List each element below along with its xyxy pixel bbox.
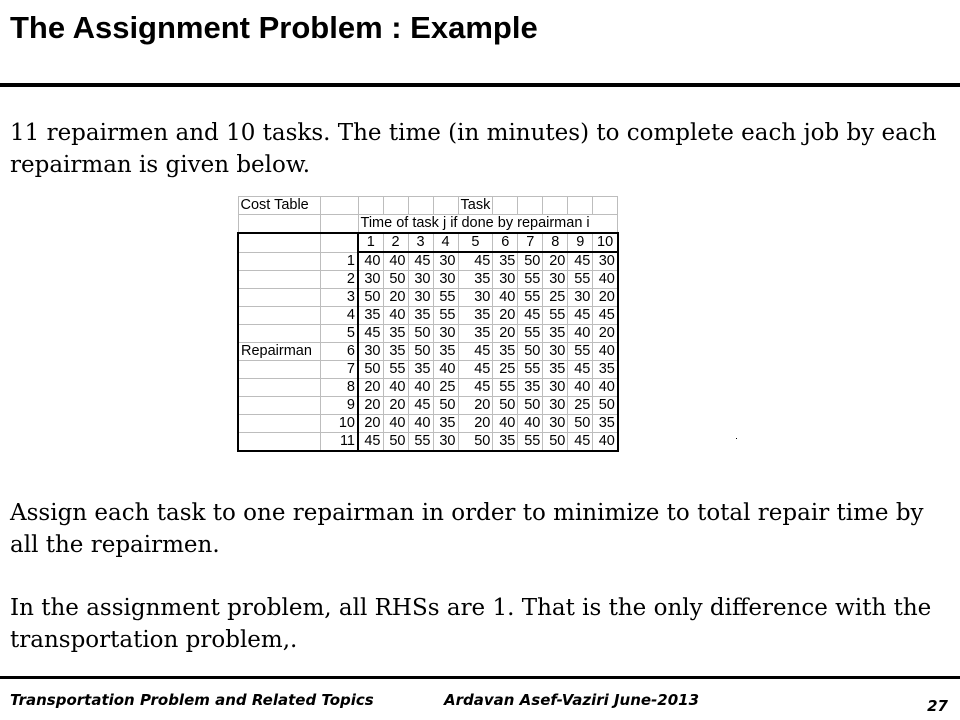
cost-value: 20 xyxy=(358,415,383,433)
cost-value: 35 xyxy=(383,343,408,361)
cost-value: 40 xyxy=(493,289,518,307)
cost-value: 45 xyxy=(458,252,493,271)
repairman-number: 3 xyxy=(320,289,358,307)
cost-value: 20 xyxy=(358,379,383,397)
table-row xyxy=(238,252,618,271)
repairman-number: 6 xyxy=(320,343,358,361)
cost-value: 30 xyxy=(543,379,568,397)
repairman-number: 2 xyxy=(320,271,358,289)
cost-value: 35 xyxy=(493,433,518,452)
cost-value: 55 xyxy=(433,289,458,307)
cost-value: 35 xyxy=(458,307,493,325)
empty-cell xyxy=(238,252,320,271)
cost-value: 30 xyxy=(543,415,568,433)
cost-value: 35 xyxy=(358,307,383,325)
empty-cell xyxy=(238,379,320,397)
task-number: 9 xyxy=(568,233,593,252)
cost-value: 35 xyxy=(543,361,568,379)
cost-value: 50 xyxy=(543,433,568,452)
cost-value: 20 xyxy=(493,307,518,325)
cost-value: 50 xyxy=(568,415,593,433)
cost-value: 20 xyxy=(593,289,618,307)
cost-value: 50 xyxy=(518,397,543,415)
empty-cell xyxy=(238,289,320,307)
empty-cell xyxy=(238,361,320,379)
cost-value: 30 xyxy=(433,271,458,289)
empty-cell xyxy=(493,197,518,215)
cost-value: 30 xyxy=(458,289,493,307)
cost-table-label: Cost Table xyxy=(238,197,320,215)
empty-cell xyxy=(568,197,593,215)
empty-cell xyxy=(383,197,408,215)
repairman-number: 7 xyxy=(320,361,358,379)
table-row xyxy=(238,307,618,325)
cost-value: 40 xyxy=(408,379,433,397)
repairman-label: Repairman xyxy=(238,343,320,361)
cost-value: 30 xyxy=(433,252,458,271)
cost-value: 50 xyxy=(358,289,383,307)
cost-value: 35 xyxy=(458,325,493,343)
cost-value: 45 xyxy=(568,433,593,452)
footer-divider xyxy=(0,676,960,679)
task-number: 4 xyxy=(433,233,458,252)
page-number: 27 xyxy=(927,697,948,715)
cost-value: 30 xyxy=(433,433,458,452)
cost-value: 35 xyxy=(383,325,408,343)
cost-value: 55 xyxy=(518,361,543,379)
cost-value: 55 xyxy=(518,271,543,289)
cost-value: 45 xyxy=(458,379,493,397)
slide-title: The Assignment Problem : Example xyxy=(10,10,538,45)
table-title-row xyxy=(238,197,618,215)
repairman-number: 8 xyxy=(320,379,358,397)
cost-value: 50 xyxy=(518,343,543,361)
table-row xyxy=(238,397,618,415)
table-subheader-row xyxy=(238,215,618,234)
empty-cell xyxy=(238,325,320,343)
cost-value: 20 xyxy=(383,397,408,415)
empty-cell xyxy=(433,197,458,215)
cost-value: 45 xyxy=(358,433,383,452)
cost-value: 55 xyxy=(518,433,543,452)
cost-value: 40 xyxy=(383,415,408,433)
cost-value: 30 xyxy=(568,289,593,307)
cost-value: 55 xyxy=(518,289,543,307)
cost-value: 55 xyxy=(493,379,518,397)
cost-value: 35 xyxy=(408,361,433,379)
cost-value: 40 xyxy=(383,307,408,325)
repairman-number: 5 xyxy=(320,325,358,343)
empty-cell xyxy=(518,197,543,215)
cost-value: 30 xyxy=(408,271,433,289)
cost-value: 35 xyxy=(543,325,568,343)
task-number: 6 xyxy=(493,233,518,252)
cost-value: 20 xyxy=(593,325,618,343)
table-row xyxy=(238,271,618,289)
footer-author: Ardavan Asef-Vaziri June-2013 xyxy=(444,691,700,709)
cost-value: 20 xyxy=(493,325,518,343)
cost-value: 45 xyxy=(458,361,493,379)
cost-value: 45 xyxy=(568,252,593,271)
cost-value: 30 xyxy=(543,343,568,361)
cost-value: 35 xyxy=(593,361,618,379)
cost-value: 30 xyxy=(358,271,383,289)
task-number: 2 xyxy=(383,233,408,252)
empty-cell xyxy=(320,215,358,234)
cost-value: 30 xyxy=(408,289,433,307)
cost-value: 30 xyxy=(593,252,618,271)
empty-cell xyxy=(238,397,320,415)
cost-value: 40 xyxy=(518,415,543,433)
empty-cell xyxy=(320,233,358,252)
cost-value: 50 xyxy=(358,361,383,379)
cost-value: 25 xyxy=(568,397,593,415)
cost-value: 30 xyxy=(543,397,568,415)
cost-value: 20 xyxy=(458,415,493,433)
task-number: 7 xyxy=(518,233,543,252)
repairman-number: 4 xyxy=(320,307,358,325)
cost-value: 30 xyxy=(358,343,383,361)
cost-value: 40 xyxy=(593,343,618,361)
empty-cell xyxy=(238,215,320,234)
table-row xyxy=(238,415,618,433)
cost-value: 35 xyxy=(408,307,433,325)
table-row xyxy=(238,325,618,343)
cost-value: 40 xyxy=(383,252,408,271)
table-row xyxy=(238,361,618,379)
cost-value: 55 xyxy=(408,433,433,452)
cost-value: 50 xyxy=(518,252,543,271)
cost-value: 25 xyxy=(493,361,518,379)
instruction-text: Assign each task to one repairman in order to minimize to total repair time by all the repairmen. xyxy=(10,500,924,558)
cost-value: 55 xyxy=(433,307,458,325)
cost-value: 50 xyxy=(433,397,458,415)
repairman-number: 1 xyxy=(320,252,358,271)
table-row xyxy=(238,343,618,361)
cost-value: 50 xyxy=(408,343,433,361)
cost-value: 20 xyxy=(458,397,493,415)
footer-course: Transportation Problem and Related Topics xyxy=(10,691,374,709)
cost-value: 35 xyxy=(433,415,458,433)
note-text: In the assignment problem, all RHSs are 1. That is the only difference with the transportation problem,. xyxy=(10,595,932,653)
cost-value: 20 xyxy=(543,252,568,271)
cost-value: 50 xyxy=(593,397,618,415)
table-row xyxy=(238,433,618,452)
empty-cell xyxy=(358,197,383,215)
repairman-number: 9 xyxy=(320,397,358,415)
empty-cell xyxy=(408,197,433,215)
cost-value: 40 xyxy=(593,433,618,452)
table-row xyxy=(238,289,618,307)
cost-value: 40 xyxy=(358,252,383,271)
cost-value: 20 xyxy=(358,397,383,415)
empty-cell xyxy=(238,233,320,252)
cost-value: 55 xyxy=(568,271,593,289)
cost-value: 55 xyxy=(568,343,593,361)
cost-value: 45 xyxy=(518,307,543,325)
cost-value: 35 xyxy=(518,379,543,397)
task-number: 10 xyxy=(593,233,618,252)
task-number: 1 xyxy=(358,233,383,252)
cost-value: 45 xyxy=(358,325,383,343)
cost-value: 50 xyxy=(458,433,493,452)
cost-value: 35 xyxy=(493,343,518,361)
cost-value: 30 xyxy=(543,271,568,289)
task-number-row xyxy=(238,233,618,252)
task-number: 5 xyxy=(458,233,493,252)
cost-value: 55 xyxy=(518,325,543,343)
cost-value: 35 xyxy=(593,415,618,433)
cost-value: 45 xyxy=(568,307,593,325)
repairman-number: 10 xyxy=(320,415,358,433)
empty-cell xyxy=(320,197,358,215)
cost-value: 30 xyxy=(493,271,518,289)
repairman-number: 11 xyxy=(320,433,358,452)
cost-value: 35 xyxy=(458,271,493,289)
cost-value: 40 xyxy=(593,379,618,397)
empty-cell xyxy=(543,197,568,215)
subheader-label: Time of task j if done by repairman i xyxy=(358,215,618,234)
cost-value: 50 xyxy=(493,397,518,415)
empty-cell xyxy=(593,197,618,215)
empty-cell xyxy=(238,307,320,325)
cost-value: 40 xyxy=(568,325,593,343)
cost-value: 45 xyxy=(408,397,433,415)
cost-value: 50 xyxy=(383,271,408,289)
empty-cell xyxy=(238,433,320,452)
cost-value: 35 xyxy=(433,343,458,361)
cost-value: 20 xyxy=(383,289,408,307)
cost-value: 35 xyxy=(493,252,518,271)
cost-value: 45 xyxy=(408,252,433,271)
cost-value: 55 xyxy=(383,361,408,379)
cost-value: 50 xyxy=(408,325,433,343)
intro-text: 11 repairmen and 10 tasks. The time (in minutes) to complete each job by each repairman is given below. xyxy=(10,120,937,178)
cost-value: 40 xyxy=(568,379,593,397)
cost-value: 50 xyxy=(383,433,408,452)
title-divider xyxy=(0,83,960,87)
cost-value: 55 xyxy=(543,307,568,325)
empty-cell xyxy=(238,415,320,433)
task-label: Task xyxy=(458,197,493,215)
cost-value: 45 xyxy=(593,307,618,325)
cost-table xyxy=(237,196,619,452)
cost-value: 25 xyxy=(543,289,568,307)
empty-cell xyxy=(238,271,320,289)
cost-value: 40 xyxy=(383,379,408,397)
cost-value: 40 xyxy=(493,415,518,433)
cost-value: 30 xyxy=(433,325,458,343)
task-number: 8 xyxy=(543,233,568,252)
cost-value: 40 xyxy=(593,271,618,289)
cost-value: 40 xyxy=(408,415,433,433)
cost-value: 45 xyxy=(568,361,593,379)
stray-dot xyxy=(736,438,737,439)
table-row xyxy=(238,379,618,397)
cost-value: 45 xyxy=(458,343,493,361)
cost-value: 40 xyxy=(433,361,458,379)
cost-value: 25 xyxy=(433,379,458,397)
task-number: 3 xyxy=(408,233,433,252)
